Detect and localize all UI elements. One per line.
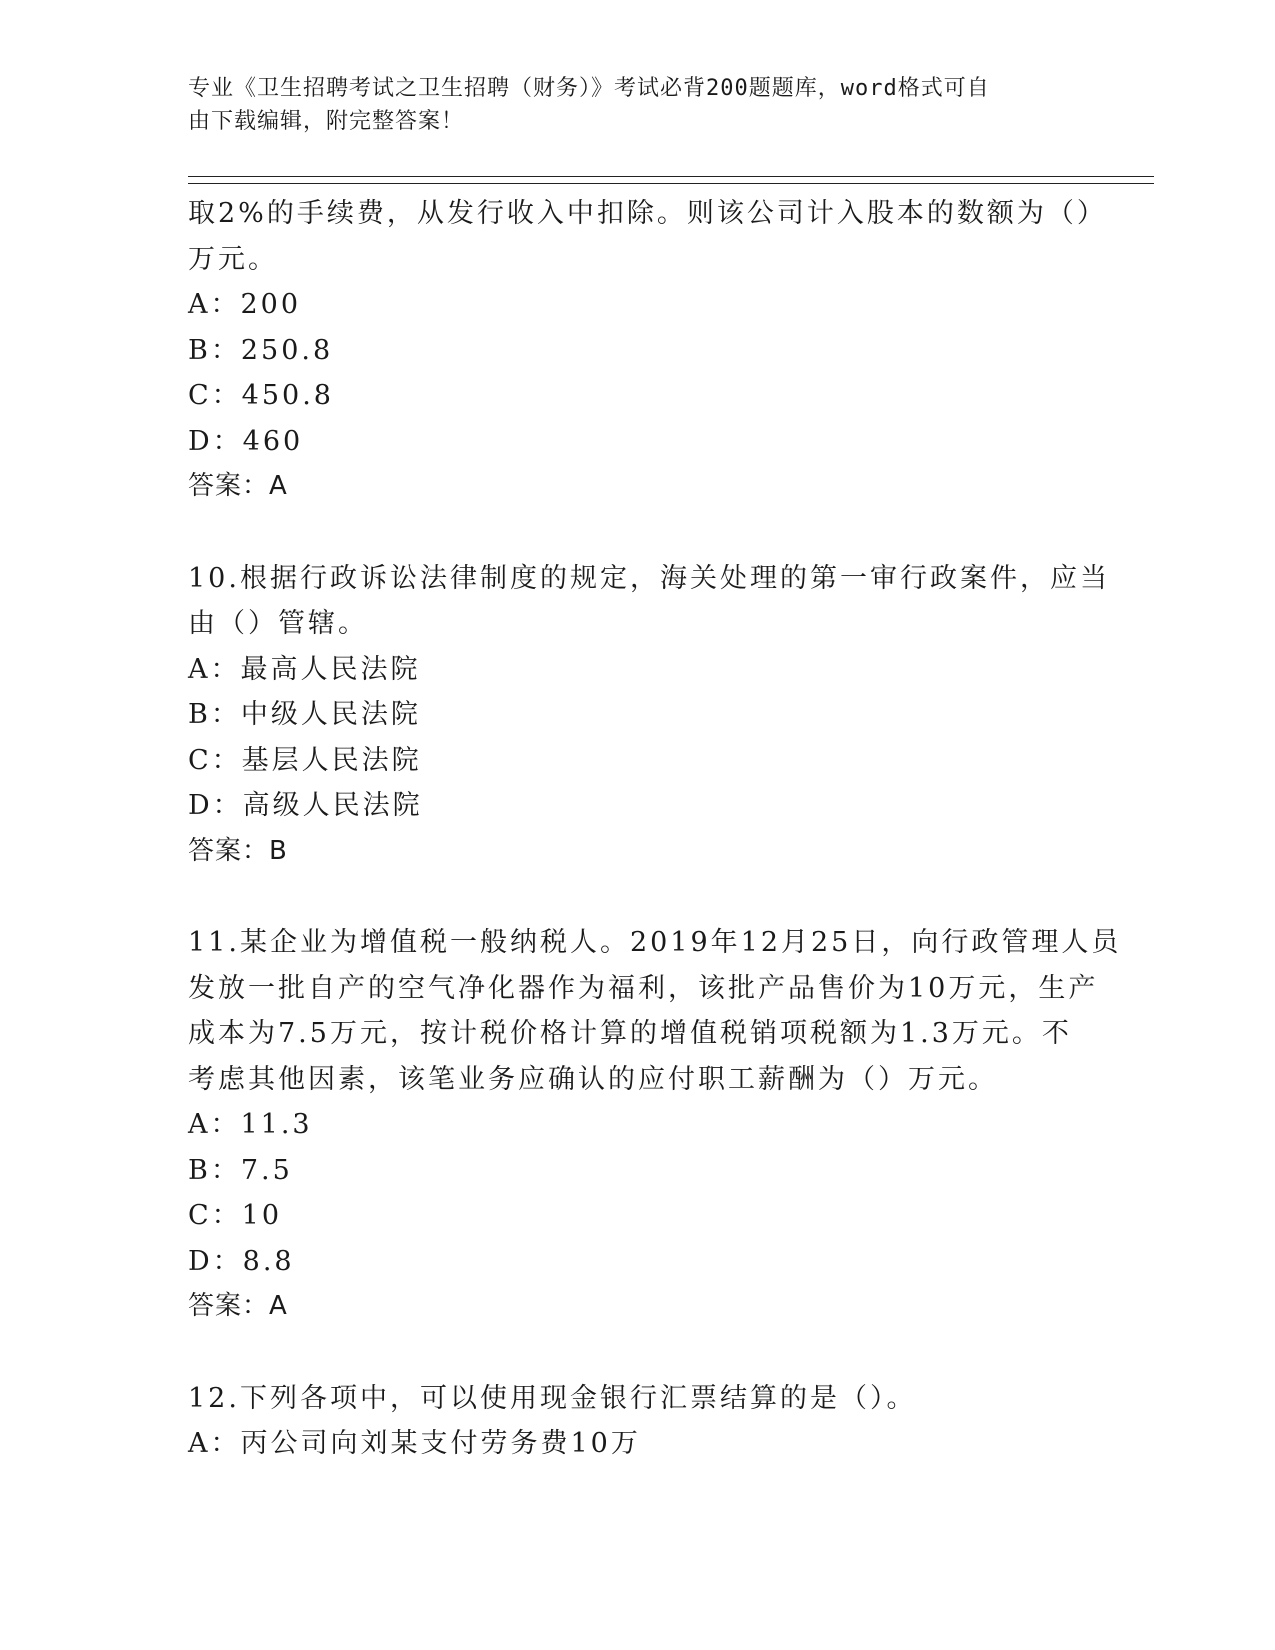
question-stem: 发放一批自产的空气净化器作为福利，该批产品售价为10万元，生产 (188, 972, 1099, 1004)
answer-line: 答案：A (188, 1291, 288, 1321)
option-b: B：中级人民法院 (188, 699, 421, 730)
spacer (188, 510, 1088, 556)
question-stem: 12.下列各项中，可以使用现金银行汇票结算的是（）。 (188, 1382, 917, 1414)
option-a: A：11.3 (188, 1109, 313, 1140)
document-header (188, 72, 1068, 138)
header-divider-bottom (188, 183, 1154, 184)
question-12 (188, 1376, 1088, 1467)
option-d: D：460 (188, 425, 304, 457)
option-d: D：8.8 (188, 1245, 295, 1277)
spacer (188, 1330, 1088, 1376)
question-stem: 由（）管辖。 (188, 608, 368, 639)
header-divider-top (188, 176, 1154, 177)
option-c: C：10 (188, 1200, 283, 1231)
question-stem: 成本为7.5万元，按计税价格计算的增值税销项税额为1.3万元。不 (188, 1018, 1072, 1049)
question-stem: 万元。 (188, 243, 278, 275)
option-a: A：200 (188, 289, 302, 320)
question-stem: 10.根据行政诉讼法律制度的规定，海关处理的第一审行政案件，应当 (188, 562, 1110, 594)
option-c: C：基层人民法院 (188, 744, 422, 776)
option-d: D：高级人民法院 (188, 790, 423, 821)
option-b: B：250.8 (188, 334, 334, 366)
question-11 (188, 920, 1122, 1330)
option-a: A：丙公司向刘某支付劳务费10万 (188, 1428, 641, 1459)
header-line-2: 由下载编辑，附完整答案！ (188, 109, 465, 134)
question-list (188, 191, 1122, 1467)
header-line-1: 专业《卫生招聘考试之卫生招聘（财务）》考试必背200题题库，word格式可自 (188, 76, 990, 101)
answer-line: 答案：B (188, 835, 288, 866)
question-10 (188, 556, 1110, 875)
question-stem: 11.某企业为增值税一般纳税人。2019年12月25日，向行政管理人员 (188, 927, 1122, 958)
spacer (188, 874, 1088, 920)
answer-line: 答案：A (188, 471, 288, 501)
option-c: C：450.8 (188, 380, 334, 411)
question-stem: 考虑其他因素，该笔业务应确认的应付职工薪酬为（）万元。 (188, 1063, 998, 1095)
question-stem: 取2%的手续费，从发行收入中扣除。则该公司计入股本的数额为（） (188, 198, 1107, 229)
option-b: B：7.5 (188, 1154, 293, 1186)
question-9-continued (188, 191, 1107, 510)
option-a: A：最高人民法院 (188, 653, 421, 685)
